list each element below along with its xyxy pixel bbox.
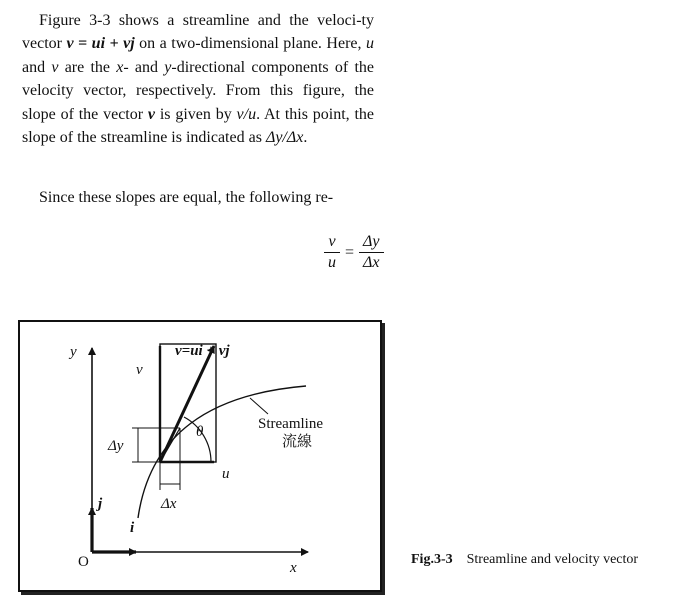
- symbol-y: y: [164, 58, 172, 76]
- label-y-axis: y: [70, 344, 77, 360]
- text-t7: . At this point, the slope of the streamline is indicated as: [22, 105, 375, 147]
- figure-title: Streamline and velocity vector: [466, 552, 639, 567]
- label-v: v: [136, 362, 143, 378]
- eq-rhs-numerator: Δy: [359, 233, 384, 253]
- streamline-diagram: [20, 322, 380, 590]
- paragraph-velocity-vector: [22, 9, 374, 149]
- text-lead: Figure 3-3 shows a streamline and the veloci-ty vector: [22, 12, 374, 53]
- label-streamline-ja: 流線: [282, 434, 313, 450]
- label-unit-j: j: [98, 496, 103, 512]
- label-dy: Δy: [108, 438, 124, 454]
- text-t8: .: [303, 129, 308, 147]
- label-dx: Δx: [161, 496, 177, 512]
- figure-number: Fig.3-3: [411, 552, 453, 567]
- slope-v-over-u: v/u: [236, 105, 257, 123]
- fraction-dy-over-dx: [359, 233, 384, 272]
- label-u: u: [222, 466, 230, 482]
- eq-rhs-denominator: Δx: [363, 254, 380, 271]
- figure-caption: [411, 552, 638, 568]
- slope-dy-over-dx: Δy/Δx: [265, 129, 304, 147]
- figure-frame: [18, 320, 382, 592]
- text-p2: Since these slopes are equal, the following re-: [39, 189, 334, 206]
- text-t3: are the: [58, 58, 117, 76]
- label-unit-i: i: [130, 520, 135, 536]
- label-theta: θ: [196, 424, 204, 440]
- text-t4: - and: [123, 58, 165, 76]
- symbol-x: x: [116, 58, 124, 76]
- tangent-segment: [160, 428, 180, 462]
- text-t5: -directional components of the velocity vector, respectively. From this figure, the slope of the vector: [22, 58, 374, 123]
- slope-equation: [324, 233, 384, 272]
- label-origin: O: [78, 554, 89, 570]
- text-t2: and: [22, 58, 52, 76]
- symbol-u: u: [366, 35, 374, 53]
- fraction-v-over-u: [324, 233, 340, 272]
- label-x-axis: x: [290, 560, 297, 576]
- label-streamline: Streamline: [258, 416, 323, 432]
- symbol-v: v: [51, 58, 59, 76]
- eq-equals: =: [345, 243, 355, 261]
- vector-equation: v = ui + vj: [66, 35, 135, 53]
- eq-lhs-denominator: u: [328, 254, 336, 271]
- label-vector: v=ui + vj: [175, 343, 230, 359]
- paragraph-slopes-equal: [22, 186, 374, 209]
- symbol-v-bold: v: [147, 105, 156, 123]
- text-t6: is given by: [155, 105, 237, 123]
- text-t1: on a two-dimensional plane. Here,: [134, 35, 366, 53]
- streamline-leader: [250, 398, 268, 414]
- eq-lhs-numerator: v: [324, 233, 339, 253]
